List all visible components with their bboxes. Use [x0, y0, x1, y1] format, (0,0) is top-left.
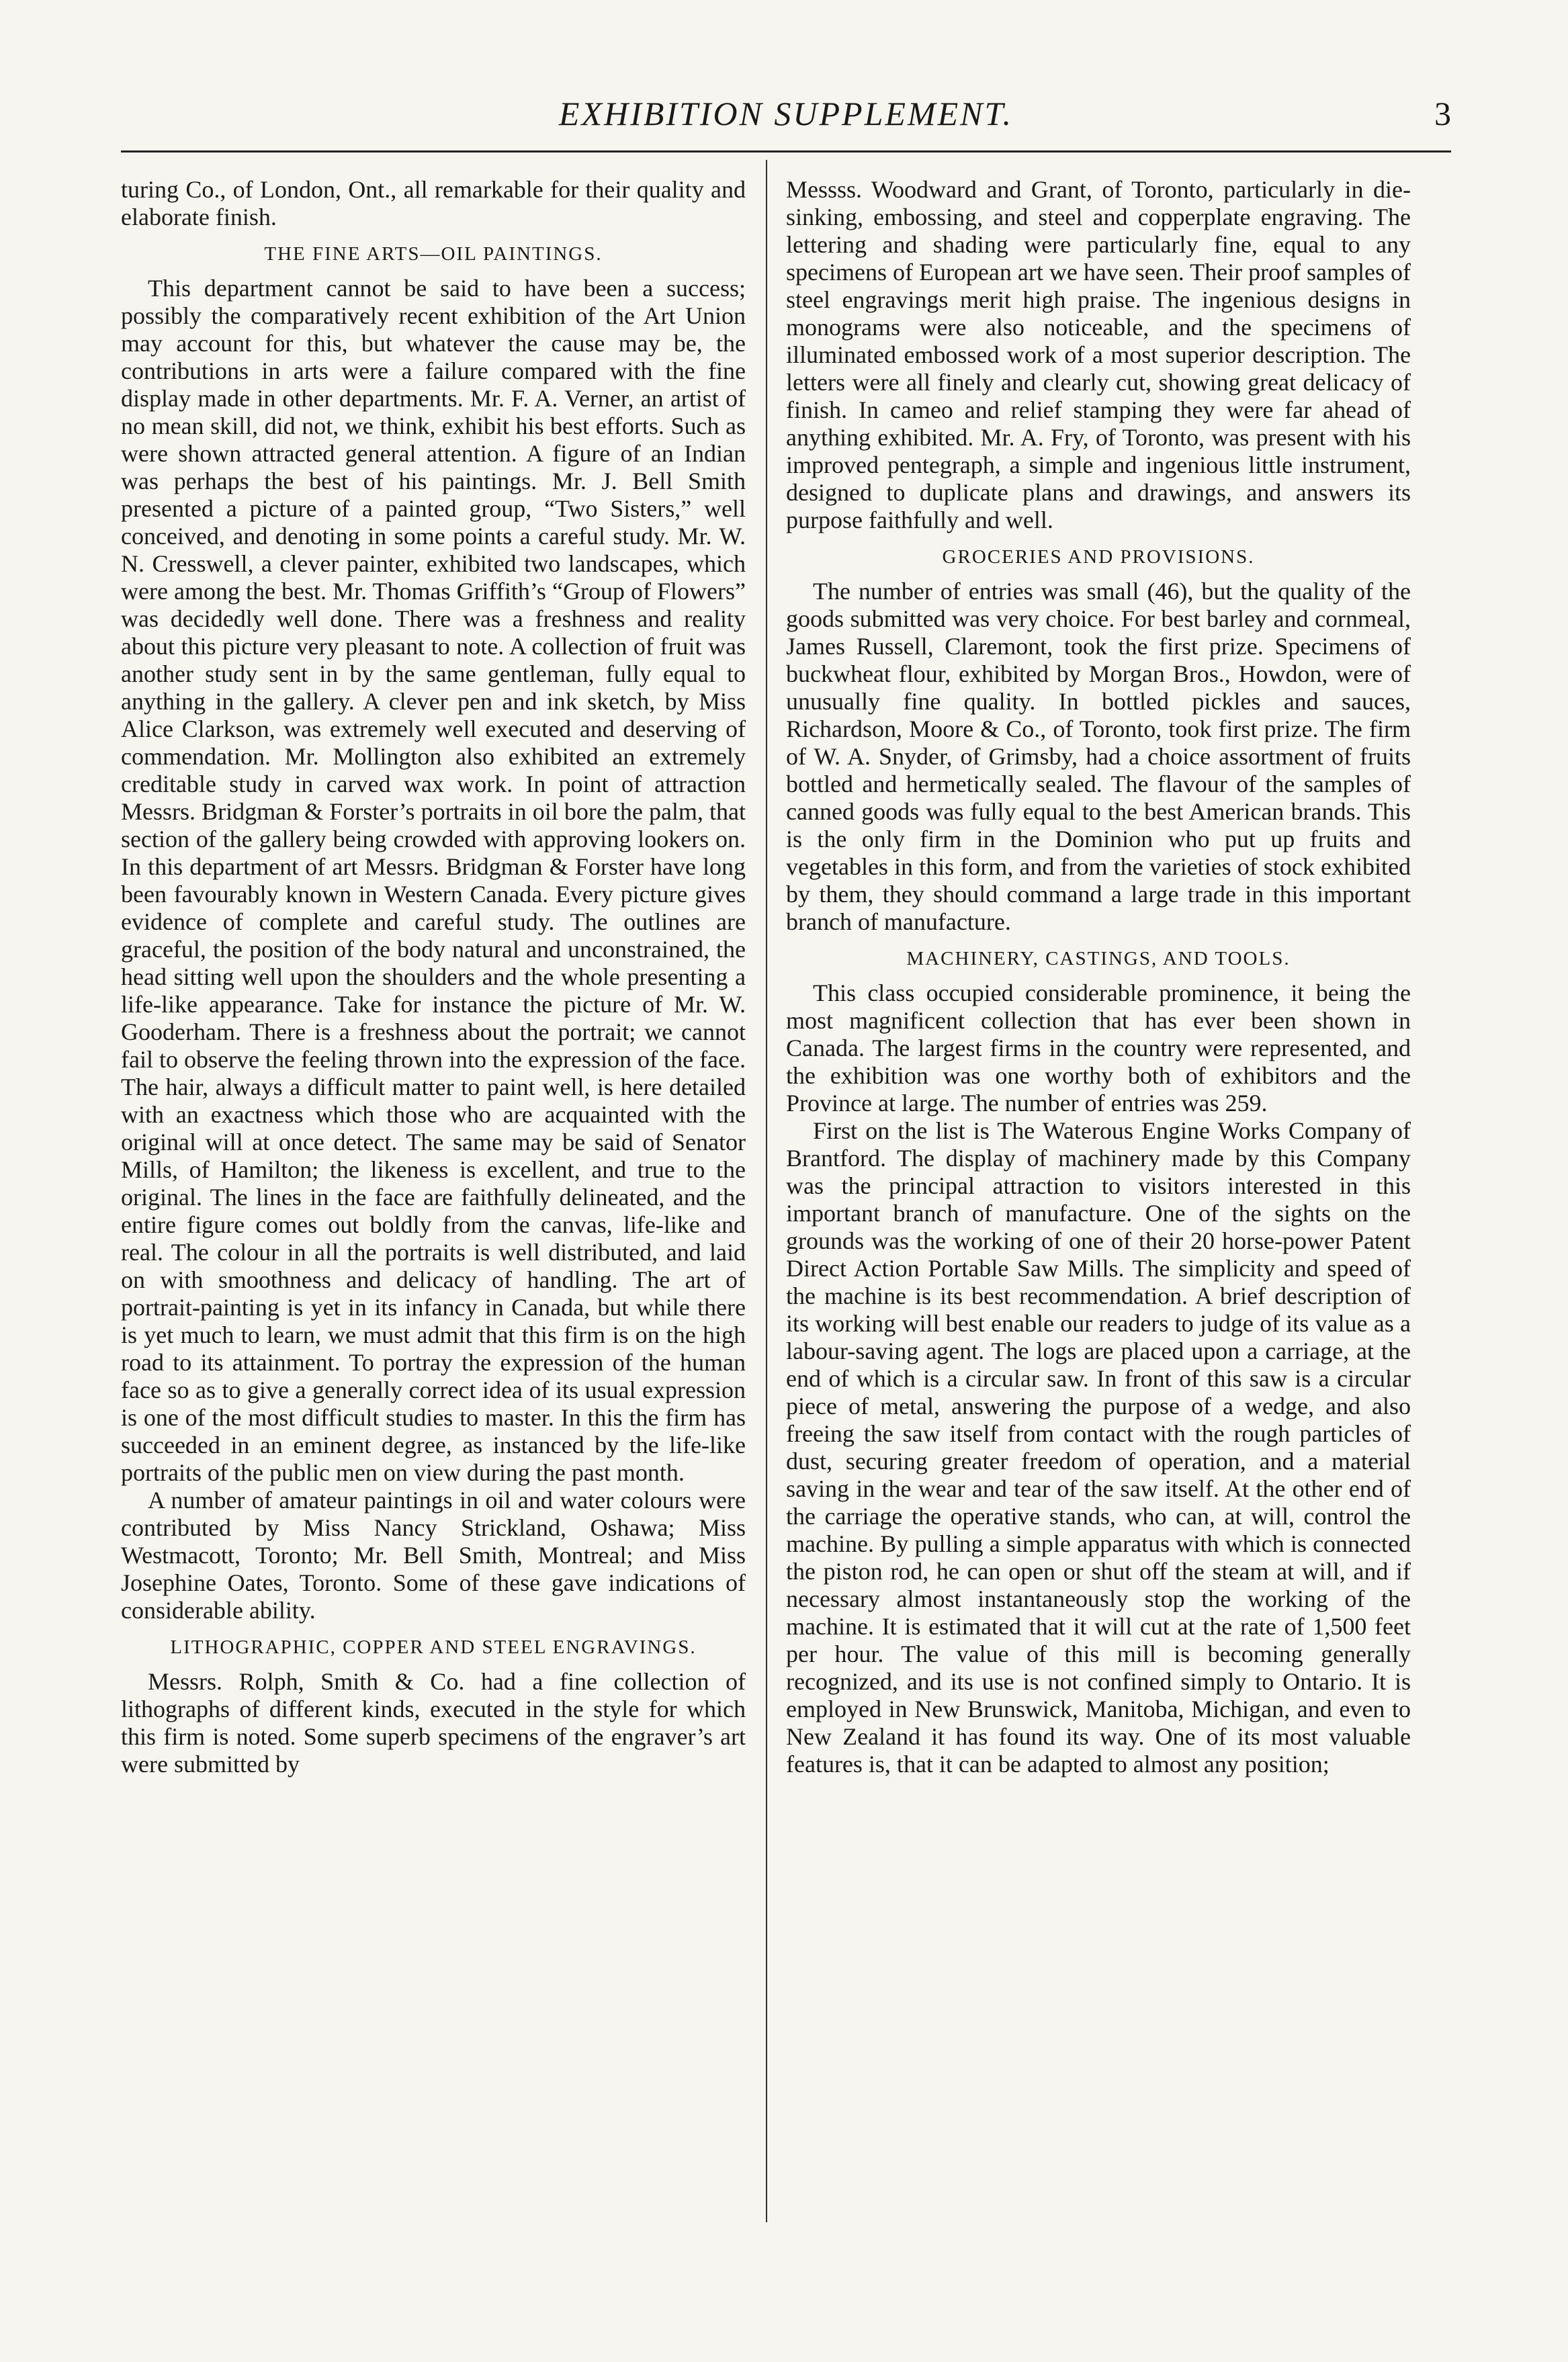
header-rule	[121, 150, 1451, 152]
section-heading-groceries: GROCERIES AND PROVISIONS.	[942, 546, 1255, 568]
section-heading-machinery: MACHINERY, CASTINGS, AND TOOLS.	[906, 948, 1291, 969]
waterous-paragraph: First on the list is The Waterous Engine Works Company of Brantford. The display of machinery made by this Company was the principal attraction to visitors interested in this important branch of manufacture. One of the sights on the grounds was the working of one of their 20 horse-power Patent Direct Action Portable Saw Mills. The simplicity and speed of the machine is its best recommendation. A brief description of its working will best enable our readers to judge of its value as a labour-saving agent. The logs are placed upon a carriage, at the end of which is a circular saw. In front of this saw is a circular piece of metal, answering the purpose of a wedge, and also freeing the saw itself from contact with the rough particles of dust, securing greater freedom of operation, and a material saving in the wear and tear of the saw itself. At the other end of the carriage the operative stands, who can, at will, control the machine. By pulling a simple apparatus with which is connected the piston rod, he can open or shut off the steam at will, and if necessary almost instantaneously stop the working of the machine. It is estimated that it will cut at the rate of 1,500 feet per hour. The value of this mill is becoming generally recognized, and its use is not confined simply to Ontario. It is employed in New Brunswick, Manitoba, Michigan, and even to New Zealand it has found its way. One of its most valuable features is, that it can be adapted to almost any position;	[786, 1117, 1411, 1778]
running-title: EXHIBITION SUPPLEMENT.	[558, 95, 1014, 132]
continued-paragraph: turing Co., of London, Ont., all remarkable for their quality and elaborate finish.	[121, 176, 746, 230]
column-divider	[766, 160, 767, 2222]
page-number: 3	[1434, 95, 1451, 132]
groceries-paragraph: The number of entries was small (46), but the quality of the goods submitted was very choice. For best barley and cornmeal, James Russell, Claremont, took the first prize. Specimens of buckwheat flour, exhibited by Morgan Bros., Howdon, were of unusually fine quality. In bottled pickles and sauces, Richardson, Moore & Co., of Toronto, took first prize. The firm of W. A. Snyder, of Grimsby, had a choice assortment of fruits bottled and hermetically sealed. The flavour of the samples of canned goods was fully equal to the best American brands. This is the only firm in the Dominion who put up fruits and vegetables in this form, and from the varieties of stock exhibited by them, they should command a large trade in this important branch of manufacture.	[786, 578, 1411, 935]
right-column	[786, 176, 1411, 2225]
fine-arts-paragraph: This department cannot be said to have been a success; possibly the comparatively recent exhibition of the Art Union may account for this, but whatever the cause may be, the contributions in arts were a failure compared with the fine display made in other departments. Mr. F. A. Verner, an artist of no mean skill, did not, we think, exhibit his best efforts. Such as were shown attracted general attention. A figure of an Indian was perhaps the best of his paintings. Mr. J. Bell Smith presented a picture of a painted group, “Two Sisters,” well conceived, and denoting in some points a careful study. Mr. W. N. Cresswell, a clever painter, exhibited two landscapes, which were among the best. Mr. Thomas Griffith’s “Group of Flowers” was decidedly well done. There was a freshness and reality about this picture very pleasant to note. A collection of fruit was another study sent in by the same gentleman, fully equal to anything in the gallery. A clever pen and ink sketch, by Miss Alice Clarkson, was extremely well executed and deserving of commendation. Mr. Mollington also exhibited an extremely creditable study in carved wax work. In point of attraction Messrs. Bridgman & Forster’s portraits in oil bore the palm, that section of the gallery being crowded with approving lookers on. In this department of art Messrs. Bridgman & Forster have long been favourably known in Western Canada. Every picture gives evidence of complete and careful study. The outlines are graceful, the position of the body natural and unconstrained, the head sitting well upon the shoulders and the whole presenting a life-like appearance. Take for instance the picture of Mr. W. Gooderham. There is a freshness about the portrait; we cannot fail to observe the feeling thrown into the expression of the face. The hair, always a difficult matter to paint well, is here detailed with an exactness which those who are acquainted with the original will at once detect. The same may be said of Senator Mills, of Hamilton; the likeness is excellent, and true to the original. The lines in the face are faithfully delineated, and the entire figure comes out boldly from the canvas, life-like and real. The colour in all the portraits is well distributed, and laid on with smoothness and delicacy of handling. The art of portrait-painting is yet in its infancy in Canada, but while there is yet much to learn, we must admit that this firm is on the high road to its attainment. To portray the expression of the human face so as to give a generally correct idea of its usual expression is one of the most difficult studies to master. In this the firm has succeeded in an eminent degree, as instanced by the life-like portraits of the public men on view during the past month.	[121, 275, 746, 1486]
left-column	[121, 176, 746, 2225]
page-header	[121, 94, 1451, 148]
machinery-intro-paragraph: This class occupied considerable prominence, it being the most magnificent collection that has ever been shown in Canada. The largest firms in the country were represented, and the exhibition was one worthy both of exhibitors and the Province at large. The number of entries was 259.	[786, 979, 1411, 1117]
section-heading-fine-arts: THE FINE ARTS—OIL PAINTINGS.	[264, 243, 603, 265]
amateur-paintings-paragraph: A number of amateur paintings in oil and water colours were contributed by Miss Nancy Strickland, Oshawa; Miss Westmacott, Toronto; Mr. Bell Smith, Montreal; and Miss Josephine Oates, Toronto. Some of these gave indications of considerable ability.	[121, 1487, 746, 1624]
section-heading-engravings: LITHOGRAPHIC, COPPER AND STEEL ENGRAVINGS.	[170, 1636, 697, 1658]
engravings-paragraph: Messrs. Rolph, Smith & Co. had a fine collection of lithographs of different kinds, executed in the style for which this firm is noted. Some superb specimens of the engraver’s art were submitted by	[121, 1668, 746, 1778]
engravings-continued-paragraph: Messss. Woodward and Grant, of Toronto, particularly in die-sinking, embossing, and steel and copperplate engraving. The lettering and shading were particularly fine, equal to any specimens of European art we have seen. Their proof samples of steel engravings merit high praise. The ingenious designs in monograms were also noticeable, and the specimens of illuminated embossed work of a most superior description. The letters were all finely and clearly cut, showing great delicacy of finish. In cameo and relief stamping they were far ahead of anything exhibited. Mr. A. Fry, of Toronto, was present with his improved pentegraph, a simple and ingenious little instrument, designed to duplicate plans and drawings, and answers its purpose faithfully and well.	[786, 176, 1411, 533]
